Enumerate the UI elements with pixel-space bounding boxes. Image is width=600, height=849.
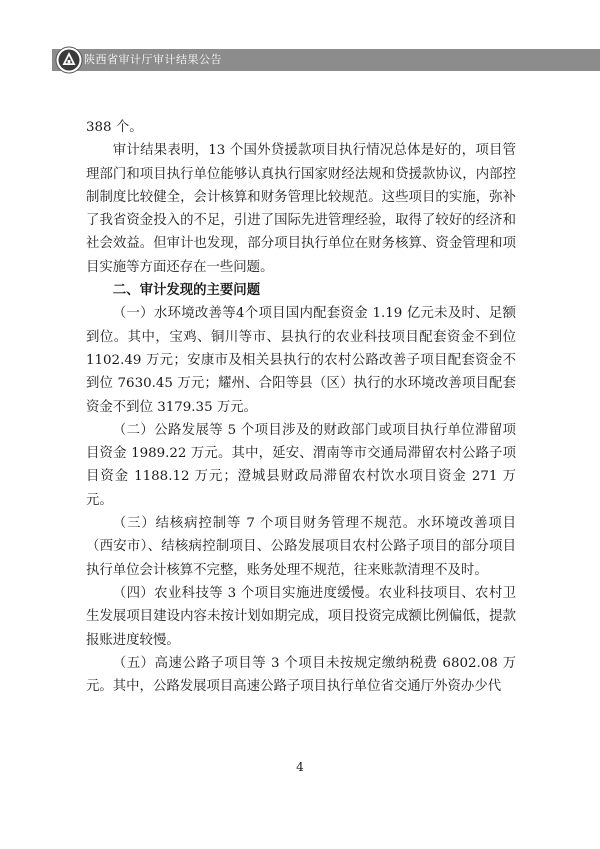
paragraph-issue-4: （四）农业科技等 3 个项目实施进度缓慢。农业科技项目、农村卫生发展项目建设内容未按计划如期完成，项目投资完成额比例偏低，提款报账进度较慢。 xyxy=(86,585,516,648)
paragraph-issue-2: （二）公路发展等 5 个项目涉及的财政部门或项目执行单位滞留项目资金 1989.22 万元。其中，延安、渭南等市交通局滞留农村公路子项目资金 1188.12 万元；澄城县财政局滞留农村饮水项目资金 271 万元。 xyxy=(86,422,516,508)
paragraph-issue-3: （三）结核病控制等 7 个项目财务管理不规范。水环境改善项目（西安市）、结核病控制项目、公路发展项目农村公路子项目的部分项目执行单位会计核算不完整，账务处理不规范，往来账款清理不及时。 xyxy=(86,516,516,578)
header-title: 陕西省审计厅审计结果公告 xyxy=(84,53,222,66)
paragraph-issue-1: （一）水环境改善等4个项目国内配套资金 1.19 亿元未及时、足额到位。其中，宝鸡、铜川等市、县执行的农业科技项目配套资金不到位 1102.49 万元；安康市及相关县执行的农村公路改善子项目配套资金不到位 7630.45 万元；耀州、合阳等县（区）执行的水环境改善项目配套资金不到位 3179.35 万元。 xyxy=(86,306,516,415)
page-number: 4 xyxy=(296,760,304,774)
paragraph-issue-5: （五）高速公路子项目等 3 个项目未按规定缴纳税费 6802.08 万元。其中，公路发展项目高速公路子项目执行单位省交通厅外资办少代 xyxy=(86,655,516,695)
paragraph-summary: 审计结果表明，13 个国外贷援款项目执行情况总体是好的，项目管理部门和项目执行单位能够认真执行国家财经法规和贷援款协议，内部控制制度比较健全，会计核算和财务管理比较规范。这些项目的实施，弥补了我省资金投入的不足，引进了国际先进管理经验，取得了较好的经济和社会效益。但审计也发现，部分项目执行单位在财务核算、资金管理和项目实施等方面还存在一些问题。 xyxy=(86,143,516,275)
audit-emblem-icon xyxy=(55,46,83,74)
section-heading: 二、审计发现的主要问题 xyxy=(112,283,261,299)
document-body xyxy=(86,116,516,698)
paragraph-continuation: 388 个。 xyxy=(86,120,143,135)
